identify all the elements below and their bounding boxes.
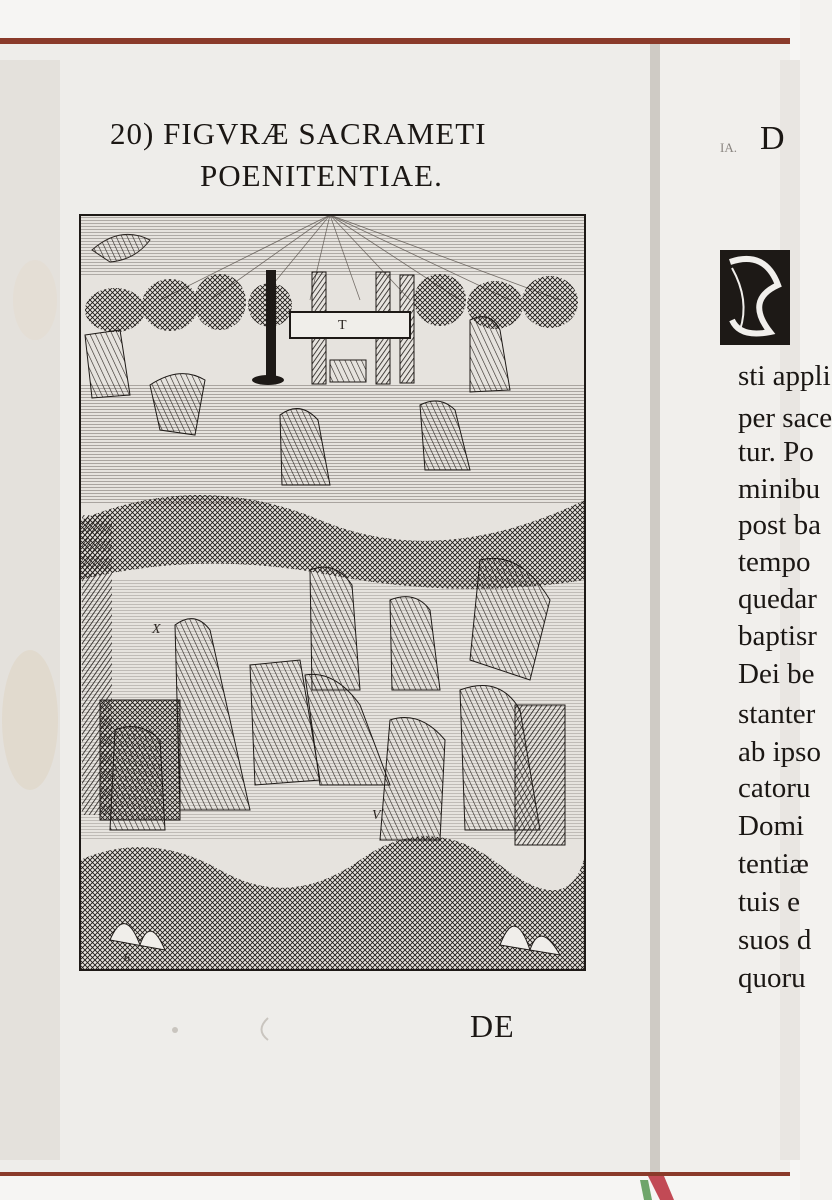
text-line: catoru — [738, 772, 811, 804]
confessing-monk — [380, 718, 445, 841]
text-line: per sace — [738, 402, 832, 434]
text-line: tentiæ — [738, 848, 809, 880]
text-line: quedar — [738, 583, 817, 615]
engraving-plate — [80, 215, 585, 970]
text-line: sti appli — [738, 360, 831, 392]
bleed-through-text: IA. — [720, 140, 737, 155]
text-line: minibu — [738, 473, 821, 505]
text-line: suos d — [738, 924, 812, 956]
standing-cleric — [310, 567, 360, 690]
plate-letter-t: T — [338, 318, 347, 333]
catchword: DE — [470, 1008, 515, 1044]
kneeling-monk — [110, 727, 165, 830]
running-head: D — [760, 120, 785, 157]
text-line: tuis e — [738, 886, 801, 918]
page-title-line-1: 20) FIGVRÆ SACRAMETI — [110, 116, 487, 151]
text-line: Dei be — [738, 658, 815, 690]
text-line: Domi — [738, 810, 805, 842]
text-line: tempo — [738, 546, 811, 578]
text-line: tur. Po — [738, 436, 814, 468]
text-line: stanter — [738, 698, 816, 730]
text-line: ab ipso — [738, 736, 821, 768]
plate-letter-x: X — [152, 622, 161, 637]
text-line: post ba — [738, 509, 821, 541]
plate-number: 6 — [124, 950, 130, 964]
page-title-line-2: POENITENTIAE. — [200, 158, 443, 193]
text-line: quoru — [738, 962, 806, 994]
text-line: baptisr — [738, 620, 817, 652]
plate-letter-v: V — [372, 808, 381, 823]
confessor-chair — [515, 705, 565, 845]
